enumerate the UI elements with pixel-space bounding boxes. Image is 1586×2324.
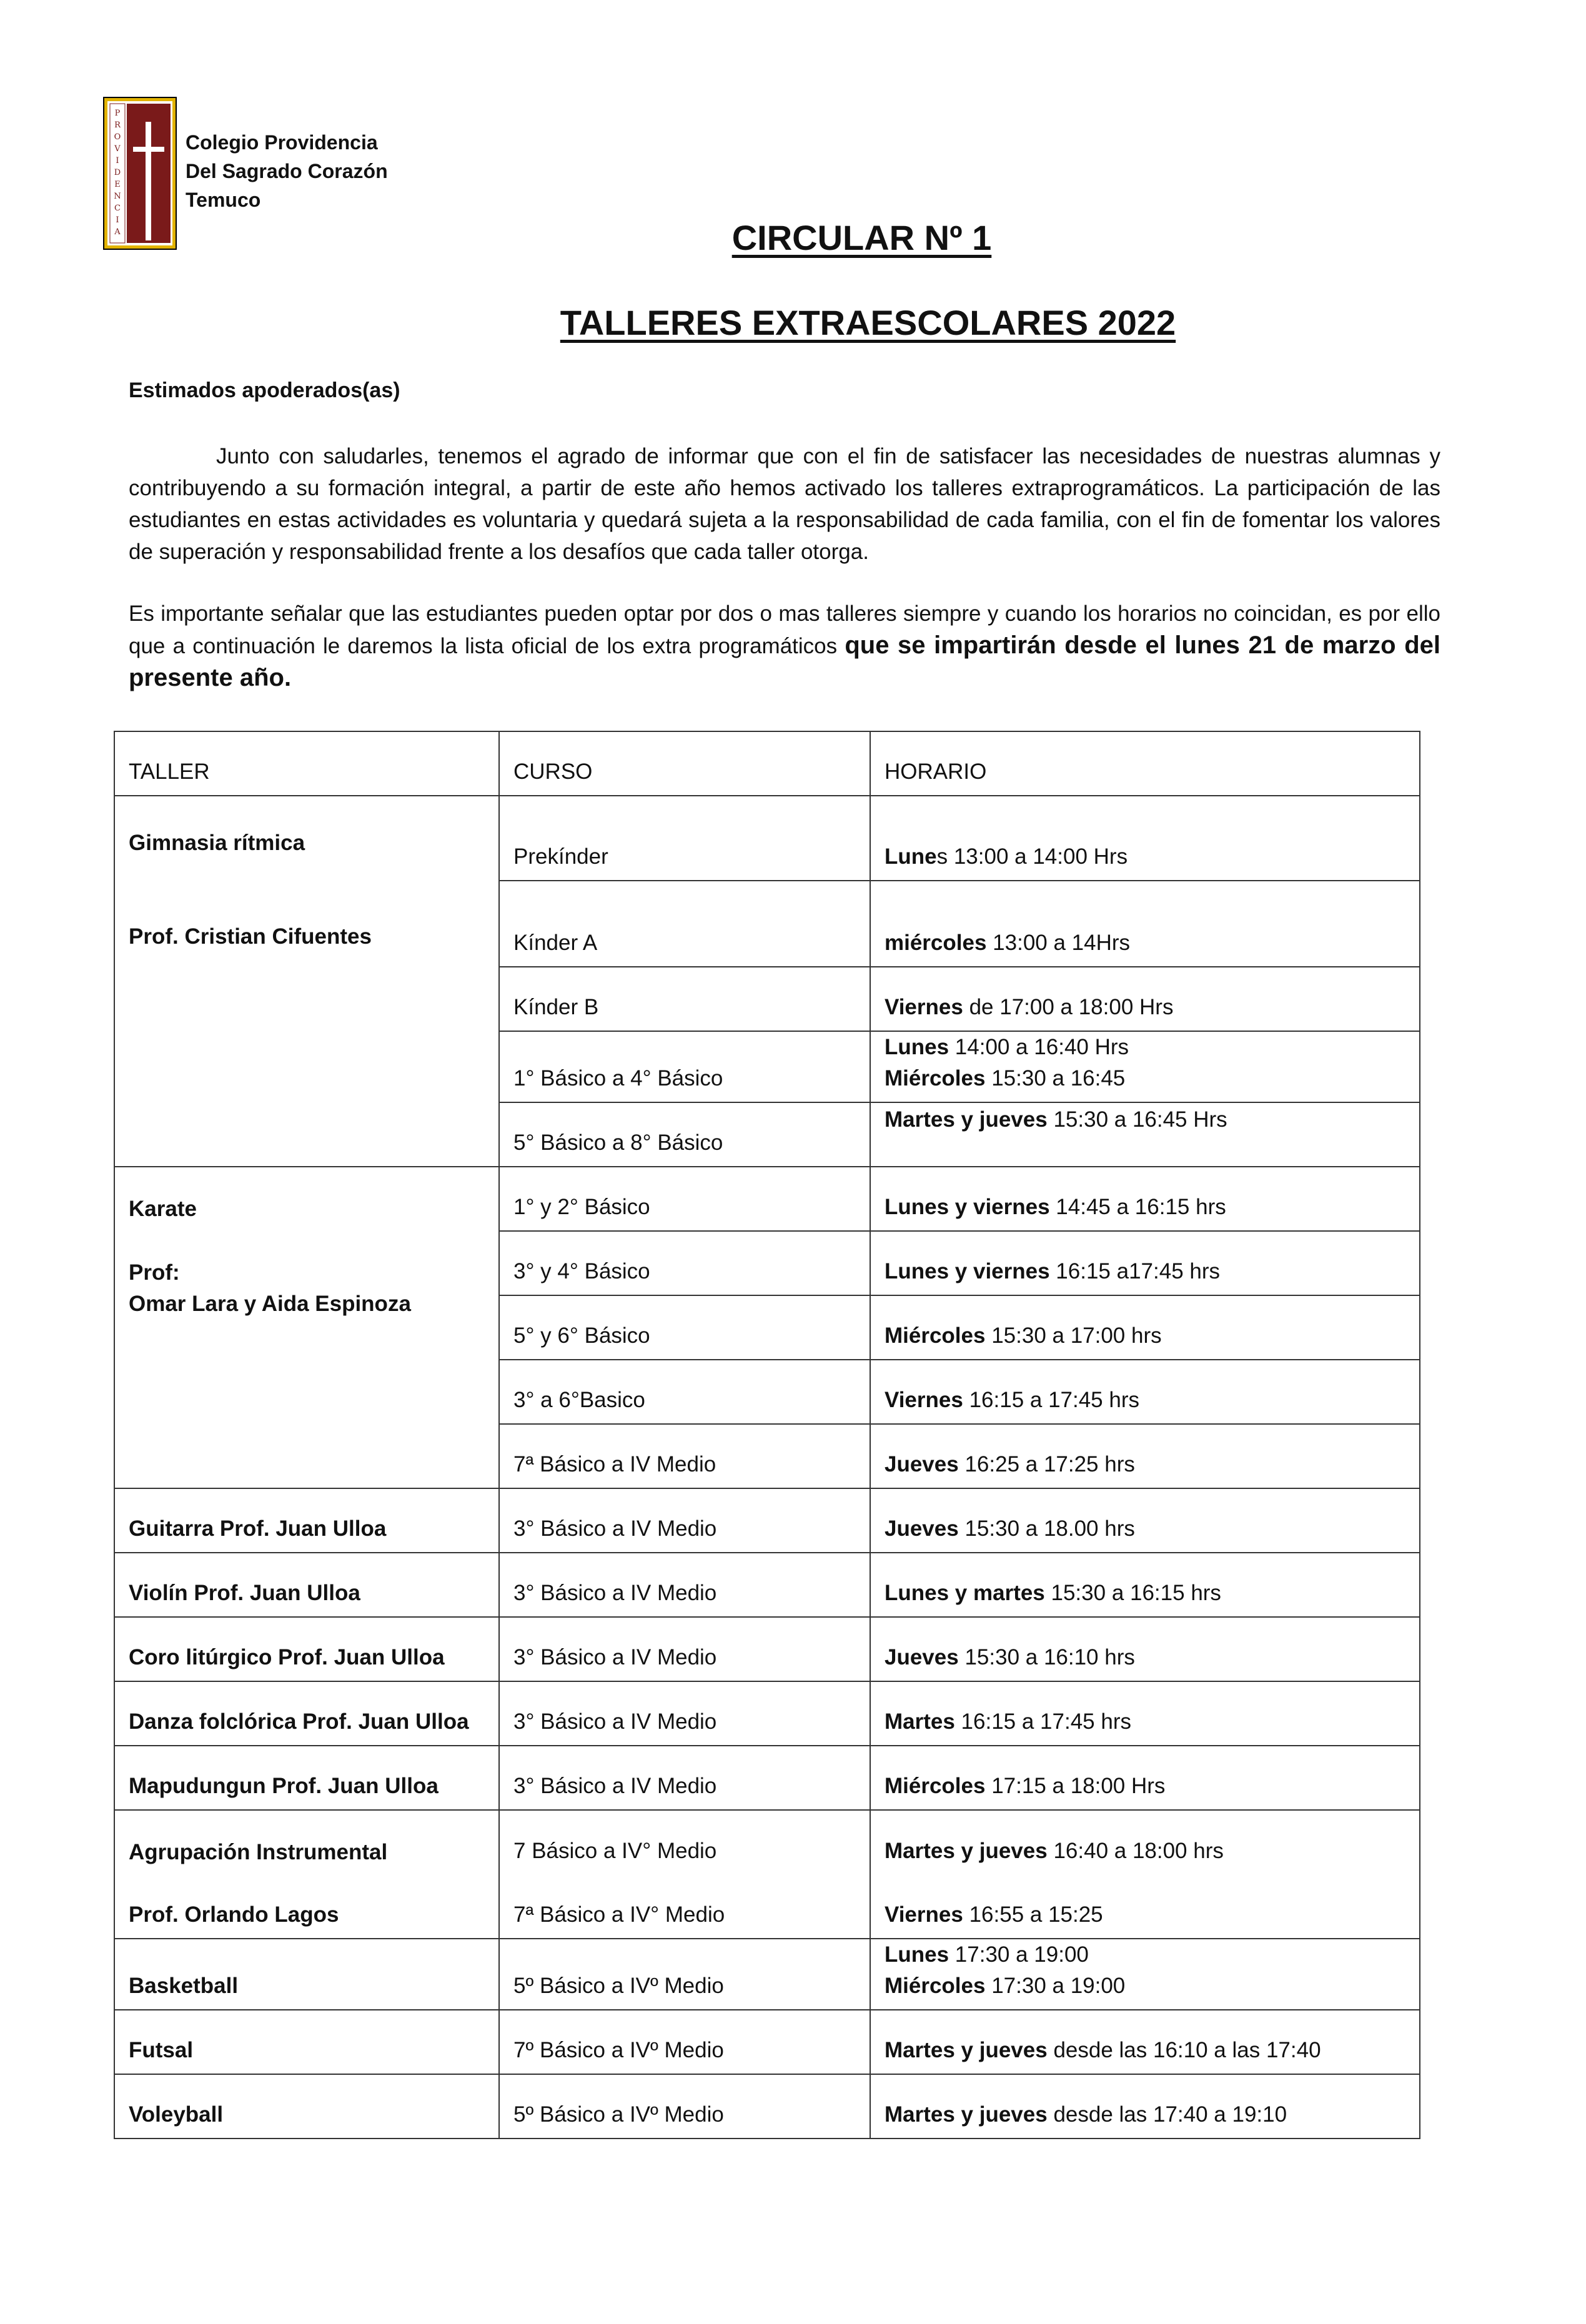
horario-time: 16:25 a 17:25 hrs — [958, 1452, 1135, 1476]
curso-cell: 5º Básico a IVº Medio — [499, 2074, 870, 2139]
horario-cell — [870, 1424, 1420, 1488]
table-row — [114, 2010, 1420, 2074]
horario-day: Viernes — [885, 1902, 963, 1927]
horario-day: Jueves — [885, 1452, 959, 1476]
taller-gimnasia — [114, 796, 499, 1167]
horario-cell — [870, 881, 1420, 967]
header-curso: CURSO — [499, 731, 870, 796]
horario-time: desde las 16:10 a las 17:40 — [1047, 2038, 1321, 2062]
horario-time: 14:00 a 16:40 Hrs — [949, 1035, 1129, 1059]
horario-time: 14:45 a 16:15 hrs — [1049, 1195, 1226, 1219]
curso-cell: Prekínder — [499, 796, 870, 881]
horario-time: 17:30 a 19:00 — [949, 1942, 1089, 1967]
table-row — [114, 1746, 1420, 1810]
curso-cell: 7 Básico a IV° Medio — [499, 1810, 870, 1874]
table-row — [114, 796, 1420, 881]
taller-cell: Mapudungun Prof. Juan Ulloa — [114, 1746, 499, 1810]
notice-text: Es importante señalar que las estudiantes pueden optar por dos o mas talleres siempre y cuando los horarios no coincidan, es por ello que a continuación le daremos la lista oficial de los extra programáticos — [129, 601, 1440, 658]
horario-day: Martes y jueves — [885, 1839, 1048, 1863]
circular-title: CIRCULAR Nº 1 — [731, 218, 992, 257]
curso-cell: 3° y 4° Básico — [499, 1231, 870, 1295]
horario-day: Jueves — [885, 1645, 959, 1669]
curso-cell: 1° y 2° Básico — [499, 1167, 870, 1231]
taller-name: Agrupación Instrumental — [129, 1840, 388, 1864]
taller-cell: Voleyball — [114, 2074, 499, 2139]
taller-cell: Futsal — [114, 2010, 499, 2074]
table-row — [114, 1939, 1420, 2010]
horario-time: de 17:00 a 18:00 Hrs — [963, 995, 1174, 1019]
horario-cell — [870, 1488, 1420, 1553]
document-title: TALLERES EXTRAESCOLARES 2022 — [560, 303, 1176, 342]
horario-day: Lunes y martes — [885, 1581, 1045, 1605]
horario-day: Lunes y viernes — [885, 1195, 1050, 1219]
table-row — [114, 1553, 1420, 1617]
table-row — [114, 1810, 1420, 1874]
curso-cell: 1° Básico a 4° Básico — [499, 1031, 870, 1102]
horario-day: Martes — [885, 1709, 955, 1734]
taller-cell: Guitarra Prof. Juan Ulloa — [114, 1488, 499, 1553]
taller-name: Karate — [129, 1197, 197, 1221]
horario-time: 13:00 a 14Hrs — [986, 931, 1131, 955]
horario-time: 16:15 a 17:45 hrs — [963, 1388, 1139, 1412]
taller-cell: Danza folclórica Prof. Juan Ulloa — [114, 1681, 499, 1746]
taller-cell: Violín Prof. Juan Ulloa — [114, 1553, 499, 1617]
curso-cell: 3° Básico a IV Medio — [499, 1746, 870, 1810]
logo-letter: D — [114, 168, 121, 177]
horario-day: Miércoles — [885, 1323, 986, 1348]
curso-cell: 3° Básico a IV Medio — [499, 1553, 870, 1617]
logo-letter: N — [114, 192, 121, 201]
table-header-row — [114, 731, 1420, 796]
horario-day: Martes y jueves — [885, 2102, 1048, 2127]
workshops-table — [114, 731, 1420, 2139]
horario-day: Lunes y viernes — [885, 1259, 1050, 1283]
horario-time: 16:15 a 17:45 hrs — [954, 1709, 1131, 1734]
taller-prof: Prof. Orlando Lagos — [129, 1902, 339, 1927]
horario-cell — [870, 1746, 1420, 1810]
curso-cell: 3° Básico a IV Medio — [499, 1488, 870, 1553]
logo-letter: E — [114, 180, 121, 189]
horario-cell — [870, 967, 1420, 1031]
horario-day: Martes y jueves — [885, 2038, 1048, 2062]
logo-letter: P — [114, 109, 121, 118]
logo-letter: I — [116, 215, 119, 225]
horario-cell — [870, 1031, 1420, 1102]
table-row — [114, 1681, 1420, 1746]
horario-day: miércoles — [885, 931, 987, 955]
taller-prof: Prof. Cristian Cifuentes — [129, 924, 372, 949]
logo-letter: C — [114, 204, 121, 213]
taller-cell: Basketball — [114, 1939, 499, 2010]
horario-cell — [870, 1231, 1420, 1295]
horario-time: s 13:00 a 14:00 Hrs — [936, 844, 1128, 869]
curso-cell: 7ª Básico a IV Medio — [499, 1424, 870, 1488]
horario-cell — [870, 1939, 1420, 2010]
horario-time: 17:15 a 18:00 Hrs — [985, 1774, 1166, 1798]
horario-cell — [870, 1360, 1420, 1424]
horario-time-2: 17:30 a 19:00 — [985, 1974, 1126, 1998]
curso-cell: Kínder A — [499, 881, 870, 967]
logo-letter: V — [114, 144, 121, 154]
horario-cell — [870, 1102, 1420, 1167]
logo-letter: R — [114, 121, 121, 130]
taller-agrupacion — [114, 1810, 499, 1939]
horario-time: 16:55 a 15:25 — [963, 1902, 1103, 1927]
horario-cell — [870, 1617, 1420, 1681]
curso-cell: 3° a 6°Basico — [499, 1360, 870, 1424]
logo-letter: A — [114, 227, 121, 237]
horario-day: Jueves — [885, 1516, 959, 1541]
school-line-2: Del Sagrado Corazón — [186, 160, 388, 182]
taller-karate — [114, 1167, 499, 1488]
table-row — [114, 1167, 1420, 1231]
horario-day: Lune — [885, 844, 937, 869]
logo-letter: I — [116, 156, 119, 166]
horario-day: Lunes — [885, 1035, 949, 1059]
curso-cell: 5° Básico a 8° Básico — [499, 1102, 870, 1167]
horario-cell — [870, 1553, 1420, 1617]
taller-name: Gimnasia rítmica — [129, 831, 305, 855]
horario-cell — [870, 1874, 1420, 1939]
horario-day: Miércoles — [885, 1774, 986, 1798]
greeting: Estimados apoderados(as) — [129, 378, 400, 402]
horario-cell — [870, 1681, 1420, 1746]
horario-time: 15:30 a 16:15 hrs — [1044, 1581, 1221, 1605]
table-row — [114, 2074, 1420, 2139]
header-horario: HORARIO — [870, 731, 1420, 796]
table-row — [114, 1617, 1420, 1681]
horario-cell — [870, 796, 1420, 881]
curso-cell: 5º Básico a IVº Medio — [499, 1939, 870, 2010]
horario-time-2: 15:30 a 16:45 — [985, 1066, 1126, 1090]
horario-cell — [870, 1167, 1420, 1231]
horario-time: 15:30 a 18.00 hrs — [958, 1516, 1135, 1541]
horario-day: Viernes — [885, 995, 963, 1019]
horario-cell — [870, 1295, 1420, 1360]
logo-letter: O — [114, 132, 121, 142]
horario-day: Viernes — [885, 1388, 963, 1412]
horario-day-2: Miércoles — [885, 1066, 986, 1090]
taller-prof-label: Prof: — [129, 1260, 180, 1285]
horario-cell — [870, 1810, 1420, 1874]
horario-cell — [870, 2074, 1420, 2139]
curso-cell: 5° y 6° Básico — [499, 1295, 870, 1360]
horario-time: desde las 17:40 a 19:10 — [1047, 2102, 1287, 2127]
school-line-1: Colegio Providencia — [186, 131, 378, 154]
notice-paragraph — [129, 598, 1440, 695]
taller-cell: Coro litúrgico Prof. Juan Ulloa — [114, 1617, 499, 1681]
horario-cell — [870, 2010, 1420, 2074]
curso-cell: 3° Básico a IV Medio — [499, 1617, 870, 1681]
curso-cell: 7º Básico a IVº Medio — [499, 2010, 870, 2074]
notice-highlight: que se impartirán desde el lunes 21 de marzo del presente año. — [129, 631, 1440, 691]
horario-time: 15:30 a 17:00 hrs — [985, 1323, 1162, 1348]
horario-time: 15:30 a 16:10 hrs — [958, 1645, 1135, 1669]
school-line-3: Temuco — [186, 189, 261, 211]
horario-time: 15:30 a 16:45 Hrs — [1047, 1107, 1227, 1132]
taller-prof: Omar Lara y Aida Espinoza — [129, 1292, 411, 1316]
intro-paragraph: Junto con saludarles, tenemos el agrado de informar que con el fin de satisfacer las necesidades de nuestras alumnas y contribuyendo a su formación integral, a partir de este año hemos activado los talleres extraprogramáticos. La participación de las estudiantes en estas actividades es voluntaria y quedará sujeta a la responsabilidad de cada familia, con el fin de fomentar los valores de superación y responsabilidad frente a los desafíos que cada taller otorga. — [129, 444, 1440, 564]
curso-cell: 3° Básico a IV Medio — [499, 1681, 870, 1746]
curso-cell: Kínder B — [499, 967, 870, 1031]
horario-day: Lunes — [885, 1942, 949, 1967]
curso-cell: 7ª Básico a IV° Medio — [499, 1874, 870, 1939]
horario-day-2: Miércoles — [885, 1974, 986, 1998]
table-row — [114, 1488, 1420, 1553]
school-name — [186, 128, 388, 214]
header-taller: TALLER — [114, 731, 499, 796]
horario-time: 16:15 a17:45 hrs — [1049, 1259, 1221, 1283]
horario-time: 16:40 a 18:00 hrs — [1047, 1839, 1224, 1863]
horario-day: Martes y jueves — [885, 1107, 1048, 1132]
